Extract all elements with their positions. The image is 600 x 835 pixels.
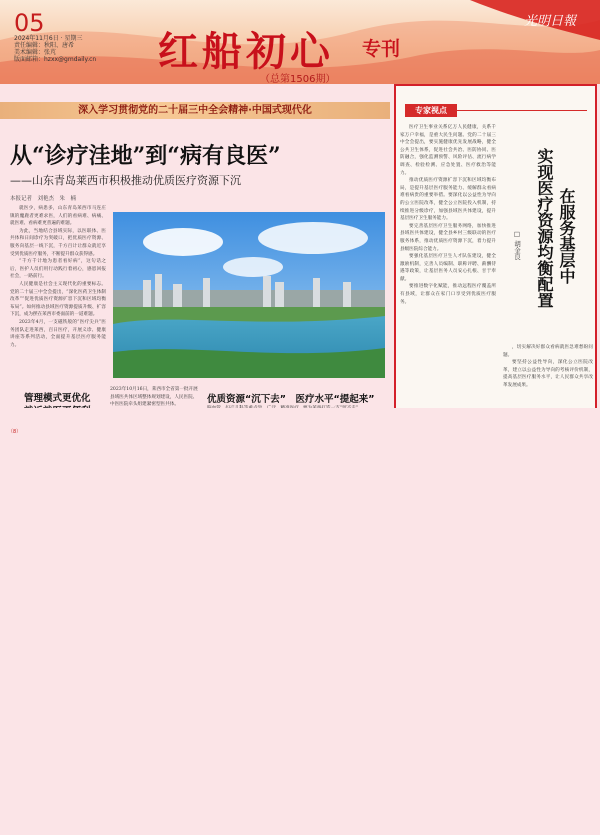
meta-line: 2024年11月6日 · 星期三 <box>14 35 83 42</box>
article-byline: 本报记者 刘艳杰 朱 楠 <box>10 196 77 202</box>
expert-divider <box>457 110 587 111</box>
expert-title-line-2: 在服务基层中 <box>557 188 576 284</box>
paragraph: 要强化基层医疗卫生人才队伍建设，健全激励机制，完善人员编制、职称评聘、薪酬待遇等政策，让基层医务人员安心扎根、甘于奉献。 <box>400 254 496 282</box>
theme-banner: 深入学习贯彻党的二十届三中全会精神·中国式现代化 <box>78 105 312 116</box>
paragraph: 要完善基层医疗卫生服务网络，加快推进县域医共体建设，健全县乡村三级联动的医疗服务体系，推动优质医疗资源下沉，着力提升县级医院综合能力。 <box>400 223 496 252</box>
paragraph: 人民健康是社会主义现代化的重要标志。党的二十届三中全会提出，“深化医药卫生体制改革”“促进优质医疗资源扩容下沉和区域均衡布局”。如何推动县域医疗资源提质升级、扩容下沉，成为摆在莱西市委面前的一道难题。 <box>10 281 106 318</box>
paragraph: 推动优质医疗资源扩容下沉和区域均衡布局，是提升基层医疗服务能力、缓解群众看病难看病贵的重要举措。要深化以公益性为导向的公立医院改革，健全公立医院投入机制，持续推进分级诊疗，加强县域医共体建设，提升基层医疗卫生服务能力。 <box>400 178 496 222</box>
article-headline: 从“诊疗洼地”到“病有良医” <box>10 143 281 169</box>
page-number: 05 <box>14 9 45 37</box>
paragraph: 2023年10月16日，莱西市全省第一批开展县域医共体区域整体规划建设，人民医院、中医医院牵头组建紧密型医共体。 <box>110 387 198 408</box>
paragraph: 医疗卫生事业关系亿万人民健康，关系千家万户幸福，是重大民生问题。党的二十届三中全会提出，要实施健康优先发展战略，健全公共卫生体系，促进社会共治、医防协同、医防融合，强化监测预警、风险评估、流行病学调查、检验检测、应急处置、医疗救治等能力。 <box>400 125 496 176</box>
expert-author: □ 胡金良 <box>513 230 521 260</box>
article-column-2 <box>110 386 200 409</box>
expert-tag: 专家视点 <box>405 104 457 117</box>
paragraph: 2023年4月，一支磁铁般的“医疗尖兵”医务团队走进莱西，百日医疗，开展义诊、健康讲座等系列活动，全面提升基层医疗服务能力。 <box>10 319 106 348</box>
expert-body-column-right <box>503 344 593 390</box>
edition-meta <box>14 35 96 63</box>
issue-number: （总第1506期） <box>260 74 336 84</box>
section-title-resources: 优质资源“沉下去” 医疗水平“提起来” <box>207 394 375 405</box>
expert-body-column <box>400 124 496 306</box>
article-subheadline: ——山东青岛莱西市积极推动优质医疗资源下沉 <box>10 174 241 187</box>
expert-title-line-1: 实现医疗资源均衡配置 <box>535 148 554 308</box>
city-illustration <box>113 212 385 378</box>
aerial-city-photo <box>113 212 385 378</box>
section-title-line: 管理模式更优化 <box>24 393 91 404</box>
paragraph: 为此，当地结合县域实际，以医联体、医共体和日间诊疗为突破口，把优质医疗资源、服务向基层一线下沉，千方百计让群众就近享受到优质医疗服务，不断提升群众获得感。 <box>10 228 106 257</box>
supplement-title: 红船初心 <box>158 28 334 75</box>
meta-line: 美术编辑：张芃 <box>14 49 57 56</box>
paragraph: “千方千计地为患者看好病”，这句话之后，医护人员们用行动践行着初心，感恩回报社会，一路前行。 <box>10 259 106 280</box>
article-lead-column <box>10 205 106 349</box>
newspaper-logo: 光明日報 <box>524 14 577 29</box>
meta-line: 版面邮箱：hzxx@gmdaily.cn <box>14 56 97 63</box>
paragraph: 要推进数字化赋能，推动远程医疗覆盖所有县域，让群众在家门口享受到优质医疗服务。 <box>400 284 496 305</box>
page-mark: （8） <box>8 429 22 435</box>
supplement-subtitle: 专刊 <box>362 38 401 60</box>
paragraph: 就医少，病患多，山东青岛莱西市马连庄镇的魔鹿者更难求医，人们的看病难、病痛、就医难、看病难更普遍的难题。 <box>10 206 106 227</box>
paragraph: 要坚持公益性导向，深化公立医院改革，建立以公益性为导向的考核评价机制，提高基层医疗服务水平，让人民群众共享改革发展成果。 <box>503 360 593 388</box>
masthead <box>0 0 600 84</box>
blank-lower-area <box>0 408 600 835</box>
meta-line: 责任编辑：秋阳、唐希 <box>14 42 75 49</box>
paragraph: ，切实解决好群众看病就医急难愁盼问题。 <box>503 345 593 358</box>
